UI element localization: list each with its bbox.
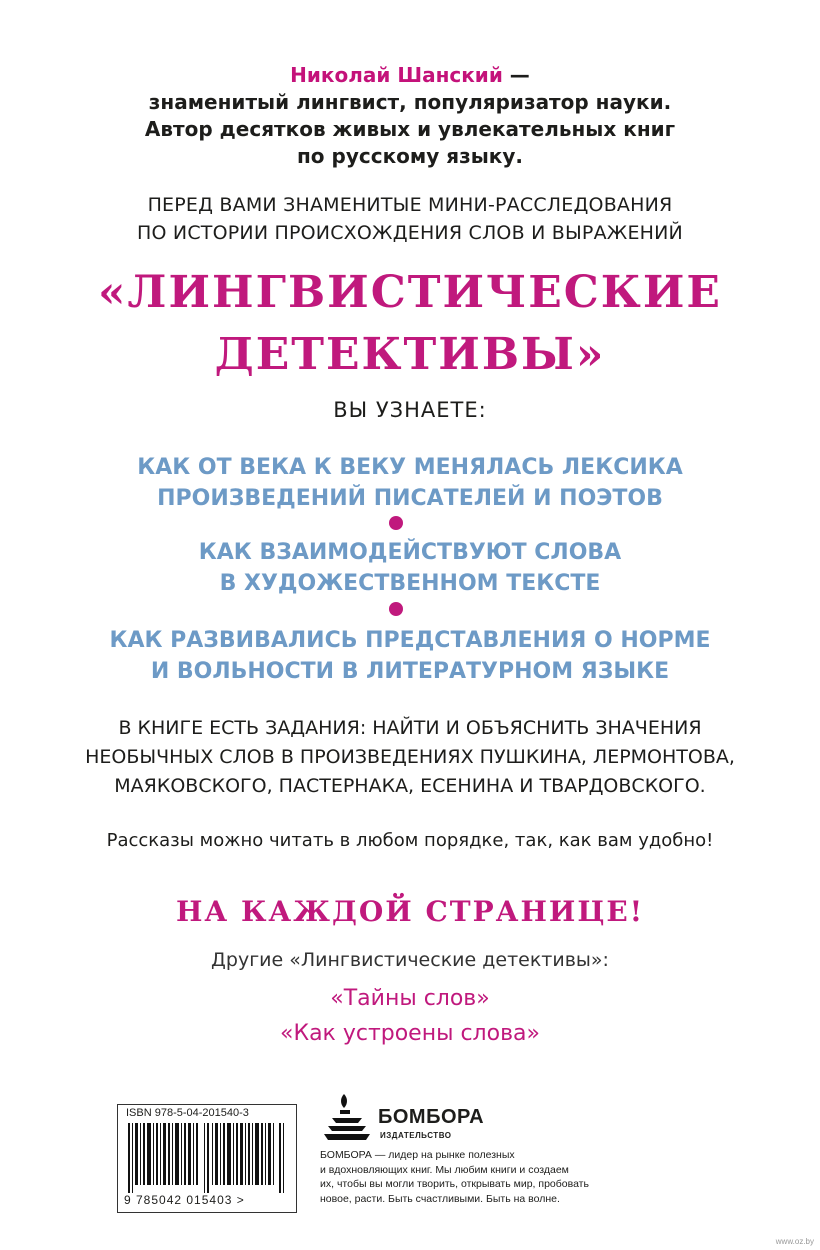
publisher-subtitle: ИЗДАТЕЛЬСТВО	[380, 1131, 452, 1140]
topic-line: КАК ОТ ВЕКА К ВЕКУ МЕНЯЛАСЬ ЛЕКСИКА	[137, 455, 683, 480]
series-title-line: «ЛИНГВИСТИЧЕСКИЕ	[98, 267, 722, 318]
publisher-description-line: их, чтобы вы могли творить, открывать мир, пробовать	[320, 1178, 589, 1190]
other-book-title: «Тайны слов»	[330, 986, 490, 1011]
isbn-label: ISBN 978-5-04-201540-3	[126, 1107, 249, 1119]
publisher-description	[320, 1148, 660, 1206]
intro-block	[0, 191, 820, 247]
bullet-dot	[389, 602, 403, 616]
publisher-description-line: новое, расти. Быть счастливыми. Быть на волне.	[320, 1192, 560, 1205]
publisher-name: БОМБОРА	[378, 1106, 485, 1128]
site-watermark: www.oz.by	[775, 1237, 814, 1246]
tasks-line: В КНИГЕ ЕСТЬ ЗАДАНИЯ: НАЙТИ И ОБЪЯСНИТЬ ЗНАЧЕНИЯ	[118, 717, 702, 739]
series-title	[0, 262, 820, 386]
author-name-line	[0, 62, 820, 89]
series-title-line: ДЕТЕКТИВЫ»	[214, 329, 606, 380]
topic-item	[0, 452, 820, 514]
intro-line: ПО ИСТОРИИ ПРОИСХОЖДЕНИЯ СЛОВ И ВЫРАЖЕНИЙ	[137, 222, 683, 244]
author-block	[0, 62, 820, 170]
isbn-barcode-box	[117, 1104, 297, 1213]
tasks-line: НЕОБЫЧНЫХ СЛОВ В ПРОИЗВЕДЕНИЯХ ПУШКИНА, ЛЕРМОНТОВА,	[85, 746, 735, 768]
barcode-icon	[128, 1123, 286, 1193]
topic-item	[0, 625, 820, 687]
every-page-slogan: НА КАЖДОЙ СТРАНИЦЕ!	[175, 895, 645, 928]
author-bio-line: Автор десятков живых и увлекательных книг	[144, 117, 676, 141]
barcode-digits: 9 785042 015403 >	[124, 1193, 245, 1207]
publisher-description-line: и вдохновляющих книг. Мы любим книги и создаем	[320, 1163, 569, 1176]
publisher-description-line: БОМБОРА — лидер на рынке полезных	[320, 1149, 515, 1161]
topic-line: В ХУДОЖЕСТВЕННОМ ТЕКСТЕ	[219, 571, 601, 596]
bullet-dot	[389, 516, 403, 530]
reading-note: Рассказы можно читать в любом порядке, так, как вам удобно!	[106, 830, 714, 851]
other-book-title: «Как устроены слова»	[279, 1021, 540, 1046]
author-bio-line: знаменитый лингвист, популяризатор науки.	[148, 90, 672, 114]
topic-item	[0, 537, 820, 599]
other-books-title: Другие «Лингвистические детективы»:	[211, 949, 609, 971]
tasks-block	[0, 714, 820, 801]
author-name: Николай Шанский	[290, 63, 503, 87]
author-bio-line: по русскому языку.	[296, 144, 523, 168]
topic-line: КАК РАЗВИВАЛИСЬ ПРЕДСТАВЛЕНИЯ О НОРМЕ	[109, 628, 711, 653]
tasks-line: МАЯКОВСКОГО, ПАСТЕРНАКА, ЕСЕНИНА И ТВАРДОВСКОГО.	[114, 775, 706, 797]
learn-heading: ВЫ УЗНАЕТЕ:	[333, 398, 487, 422]
publisher-logo-icon	[318, 1088, 378, 1148]
topic-line: ПРОИЗВЕДЕНИЙ ПИСАТЕЛЕЙ И ПОЭТОВ	[157, 486, 663, 511]
topic-line: И ВОЛЬНОСТИ В ЛИТЕРАТУРНОМ ЯЗЫКЕ	[150, 659, 670, 684]
author-dash: —	[502, 63, 530, 87]
intro-line: ПЕРЕД ВАМИ ЗНАМЕНИТЫЕ МИНИ-РАССЛЕДОВАНИЯ	[147, 194, 673, 216]
topic-line: КАК ВЗАИМОДЕЙСТВУЮТ СЛОВА	[198, 540, 622, 565]
